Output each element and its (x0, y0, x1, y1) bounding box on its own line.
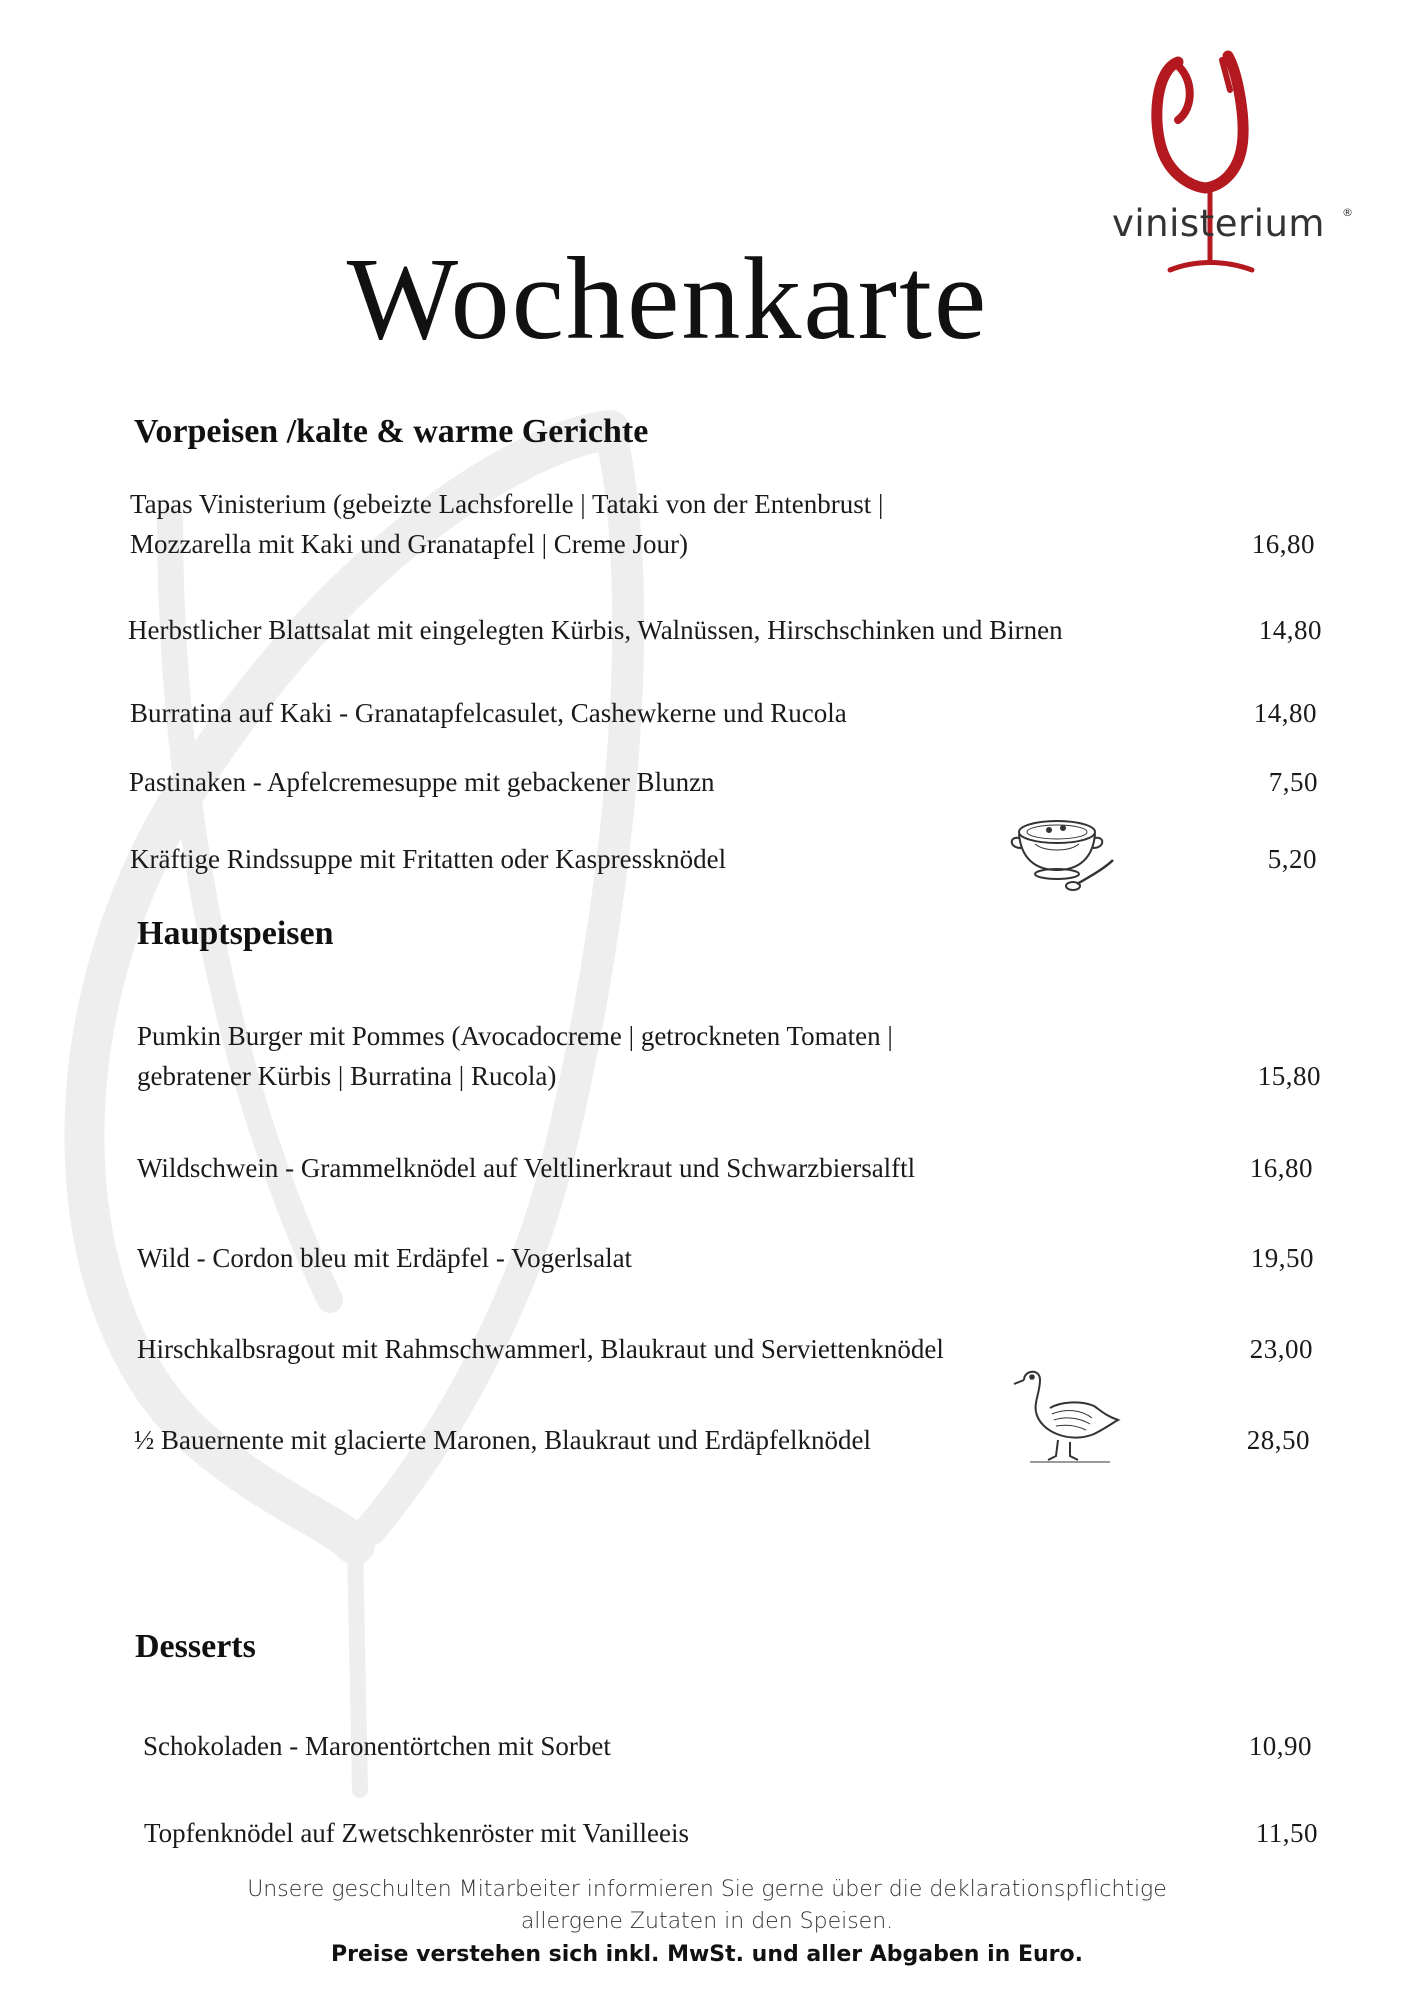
menu-item-price: 23,00 (1249, 1334, 1313, 1364)
menu-item-price: 5,20 (1267, 844, 1317, 874)
menu-item-text: ½ Bauernente mit glacierte Maronen, Blaukraut und Erdäpfelknödel (134, 1425, 871, 1455)
menu-item-price: 15,80 (1257, 1061, 1321, 1091)
menu-item-price: 11,50 (1255, 1818, 1318, 1848)
menu-item-text: Pastinaken - Apfelcremesuppe mit gebackener Blunzn (129, 767, 715, 797)
price-note: Preise verstehen sich inkl. MwSt. und aller Abgaben in Euro. (331, 1942, 1083, 1967)
menu-item-price: 19,50 (1250, 1243, 1314, 1273)
menu-item-text: Hirschkalbsragout mit Rahmschwammerl, Blaukraut und Serviettenknödel (137, 1334, 944, 1364)
menu-item-text: Mozzarella mit Kaki und Granatapfel | Creme Jour) (130, 529, 688, 559)
section-heading-hauptspeisen: Hauptspeisen (137, 915, 334, 952)
menu-item-text: gebratener Kürbis | Burratina | Rucola) (137, 1061, 557, 1091)
menu-item-text: Schokoladen - Maronentörtchen mit Sorbet (143, 1731, 611, 1761)
menu-item-price: 10,90 (1248, 1731, 1312, 1761)
menu-item-price: 14,80 (1258, 615, 1322, 645)
menu-item-price: 28,50 (1246, 1425, 1310, 1455)
allergen-note-line1: Unsere geschulten Mitarbeiter informieren Sie gerne über die deklarationspflichtige (247, 1877, 1167, 1902)
menu-item-text: Wildschwein - Grammelknödel auf Veltlinerkraut und Schwarzbiersalftl (137, 1153, 916, 1183)
section-heading-desserts: Desserts (135, 1628, 256, 1665)
menu-item-text: Wild - Cordon bleu mit Erdäpfel - Vogerlsalat (137, 1243, 633, 1273)
allergen-note-line2: allergene Zutaten in den Speisen. (520, 1909, 894, 1934)
menu-item-text: Topfenknödel auf Zwetschkenröster mit Vanilleeis (144, 1818, 689, 1848)
duck-icon (1010, 1362, 1122, 1466)
menu-item-text: Tapas Vinisterium (gebeizte Lachsforelle | Tataki von der Entenbrust | (130, 489, 884, 519)
menu-item-text: Herbstlicher Blattsalat mit eingelegten Kürbis, Walnüssen, Hirschschinken und Birnen (128, 615, 1063, 645)
menu-item-text: Kräftige Rindssuppe mit Fritatten oder Kaspressknödel (130, 844, 727, 874)
menu-item-price: 16,80 (1249, 1153, 1313, 1183)
page-title: Wochenkarte (346, 233, 989, 364)
brand-name: vinisterium (1112, 202, 1325, 245)
footer (0, 1874, 1414, 1972)
menu-item-text: Pumkin Burger mit Pommes (Avocadocreme | getrockneten Tomaten | (137, 1021, 893, 1051)
section-heading-vorpeisen: Vorpeisen /kalte & warme Gerichte (134, 413, 649, 450)
menu-item-price: 14,80 (1253, 698, 1317, 728)
soup-bowl-icon (1005, 808, 1125, 898)
registered-mark: ® (1342, 206, 1353, 219)
menu-item-price: 7,50 (1268, 767, 1318, 797)
menu-item-price: 16,80 (1251, 529, 1315, 559)
menu-item-text: Burratina auf Kaki - Granatapfelcasulet, Cashewkerne und Rucola (130, 698, 847, 728)
